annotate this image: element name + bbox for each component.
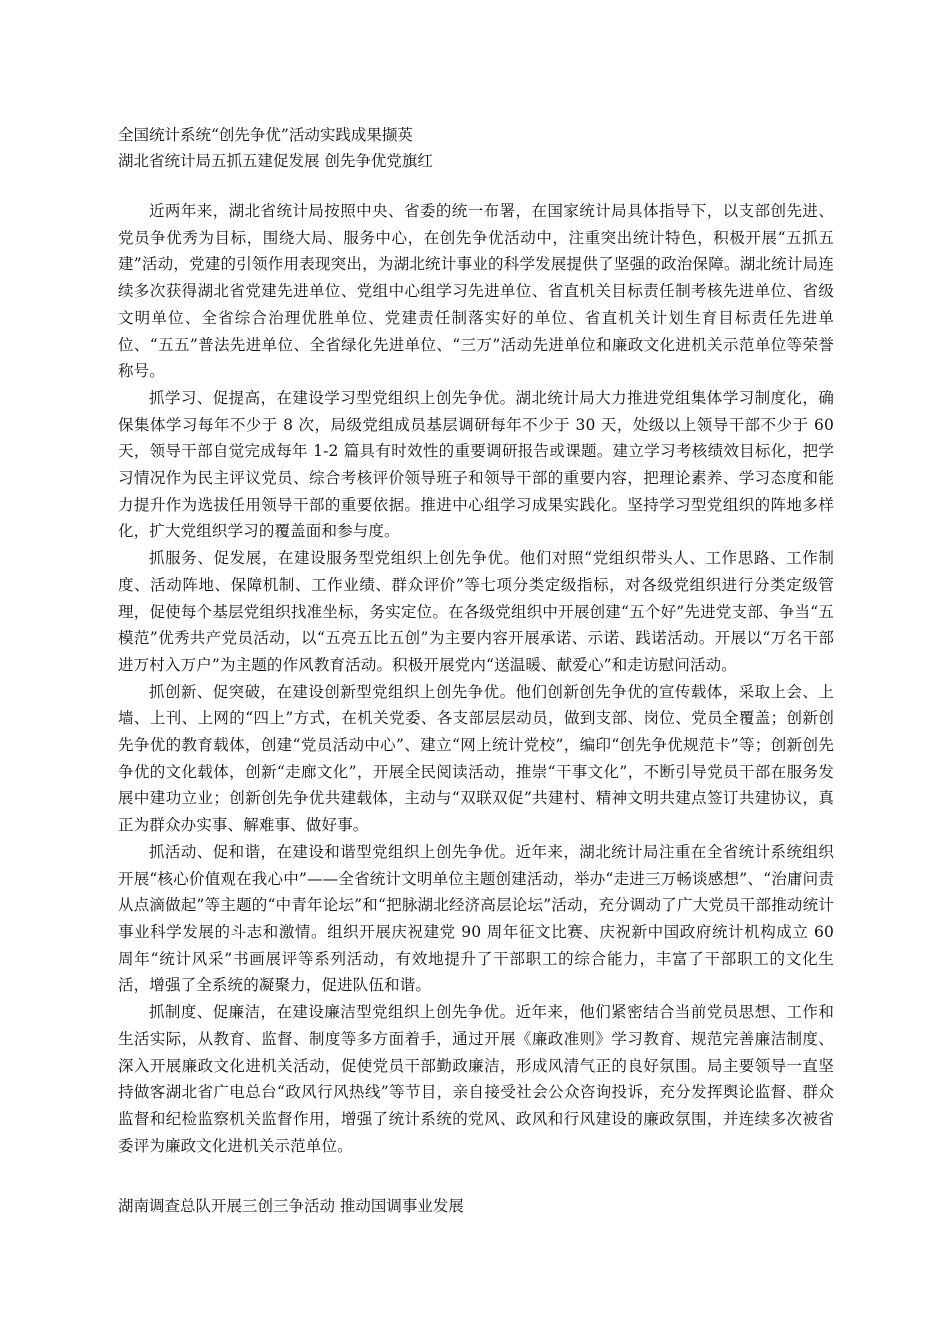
paragraph-integrity: 抓制度、促廉洁，在建设廉洁型党组织上创先争优。近年来，他们紧密结合当前党员思想、工作和生活实际，从教育、监督、制度等多方面着手，通过开展《廉政准则》学习教育、规范完善廉洁制度、深入开展廉政文化进机关活动，促使党员干部勤政廉洁，形成风清气正的良好氛围。局主要领导一直坚持做客湖北省广电总台“政风行风热线”等节目，亲自接受社会公众咨询投诉，充分发挥舆论监督、群众监督和纪检监察机关监督作用，增强了统计系统的党风、政风和行风建设的廉政氛围，并连续多次被省委评为廉政文化进机关示范单位。 [118,1003,834,1155]
article-header [118,122,838,174]
next-article-title: 湖南调查总队开展三创三争活动 推动国调事业发展 [118,1197,464,1215]
article-body [118,198,834,1159]
paragraph-harmony: 抓活动、促和谐，在建设和谐型党组织上创先争优。近年来，湖北统计局注重在全省统计系统组织开展“核心价值观在我心中”——全省统计文明单位主题创建活动，举办“走进三万畅谈感想”、“治庸问责从点滴做起”等主题的“中青年论坛”和“把脉湖北经济高层论坛”活动，充分调动了广大党员干部推动统计事业科学发展的斗志和激情。组织开展庆祝建党 90 周年征文比赛、庆祝新中国政府统计机构成立 60 周年“统计风采”书画展评等系列活动，有效地提升了干部职工的综合能力，丰富了干部职工的文化生活，增强了全系统的凝聚力，促进队伍和谐。 [118,842,834,995]
paragraph-service: 抓服务、促发展，在建设服务型党组织上创先争优。他们对照“党组织带头人、工作思路、工作制度、活动阵地、保障机制、工作业绩、群众评价”等七项分类定级指标，对各级党组织进行分类定级管理，促使每个基层党组织找准坐标，务实定位。在各级党组织中开展创建“五个好”先进党支部、争当“五模范”优秀共产党员活动，以“五亮五比五创”为主要内容开展承诺、示诺、践诺活动。开展以“万名干部进万村入万户”为主题的作风教育活动。积极开展党内“送温暖、献爱心”和走访慰问活动。 [118,549,834,674]
paragraph-innovation: 抓创新、促突破，在建设创新型党组织上创先争优。他们创新创先争优的宣传载体，采取上会、上墙、上刊、上网的“四上”方式，在机关党委、各支部层层动员，做到支部、岗位、党员全覆盖；创新创先争优的教育载体，创建“党员活动中心”、建立“网上统计党校”，编印“创先争优规范卡”等；创新创先争优的文化载体，创新“走廊文化”，开展全民阅读活动，推崇“干事文化”，不断引导党员干部在服务发展中建功立业；创新创先争优共建载体，主动与“双联双促”共建村、精神文明共建点签订共建协议，真正为群众办实事、解难事、做好事。 [118,682,834,835]
article-title: 湖北省统计局五抓五建促发展 创先争优党旗红 [118,152,433,170]
series-title: 全国统计系统“创先争优”活动实践成果撷英 [118,126,413,144]
paragraph-intro: 近两年来，湖北省统计局按照中央、省委的统一布署，在国家统计局具体指导下，以支部创先进、党员争优秀为目标，围绕大局、服务中心，在创先争优活动中，注重突出统计特色，积极开展“五抓五建”活动，党建的引领作用表现突出，为湖北统计事业的科学发展提供了坚强的政治保障。湖北统计局连续多次获得湖北省党建先进单位、党组中心组学习先进单位、省直机关目标责任制考核先进单位、省级文明单位、全省综合治理优胜单位、党建责任制落实好的单位、省直机关计划生育目标责任先进单位、“五五”普法先进单位、全省绿化先进单位、“三万”活动先进单位和廉政文化进机关示范单位等荣誉称号。 [118,202,834,381]
paragraph-study: 抓学习、促提高，在建设学习型党组织上创先争优。湖北统计局大力推进党组集体学习制度化，确保集体学习每年不少于 8 次，局级党组成员基层调研每年不少于 30 天，处级以上领导干部不少于 60 天，领导干部自觉完成每年 1-2 篇具有时效性的重要调研报告或课题。建立学习考核绩效目标化，把学习情况作为民主评议党员、综合考核评价领导班子和领导干部的重要内容，把理论素养、学习态度和能力提升作为选拔任用领导干部的重要依据。推进中心组学习成果实践化。坚持学习型党组织的阵地多样化，扩大党组织学习的覆盖面和参与度。 [118,388,834,541]
